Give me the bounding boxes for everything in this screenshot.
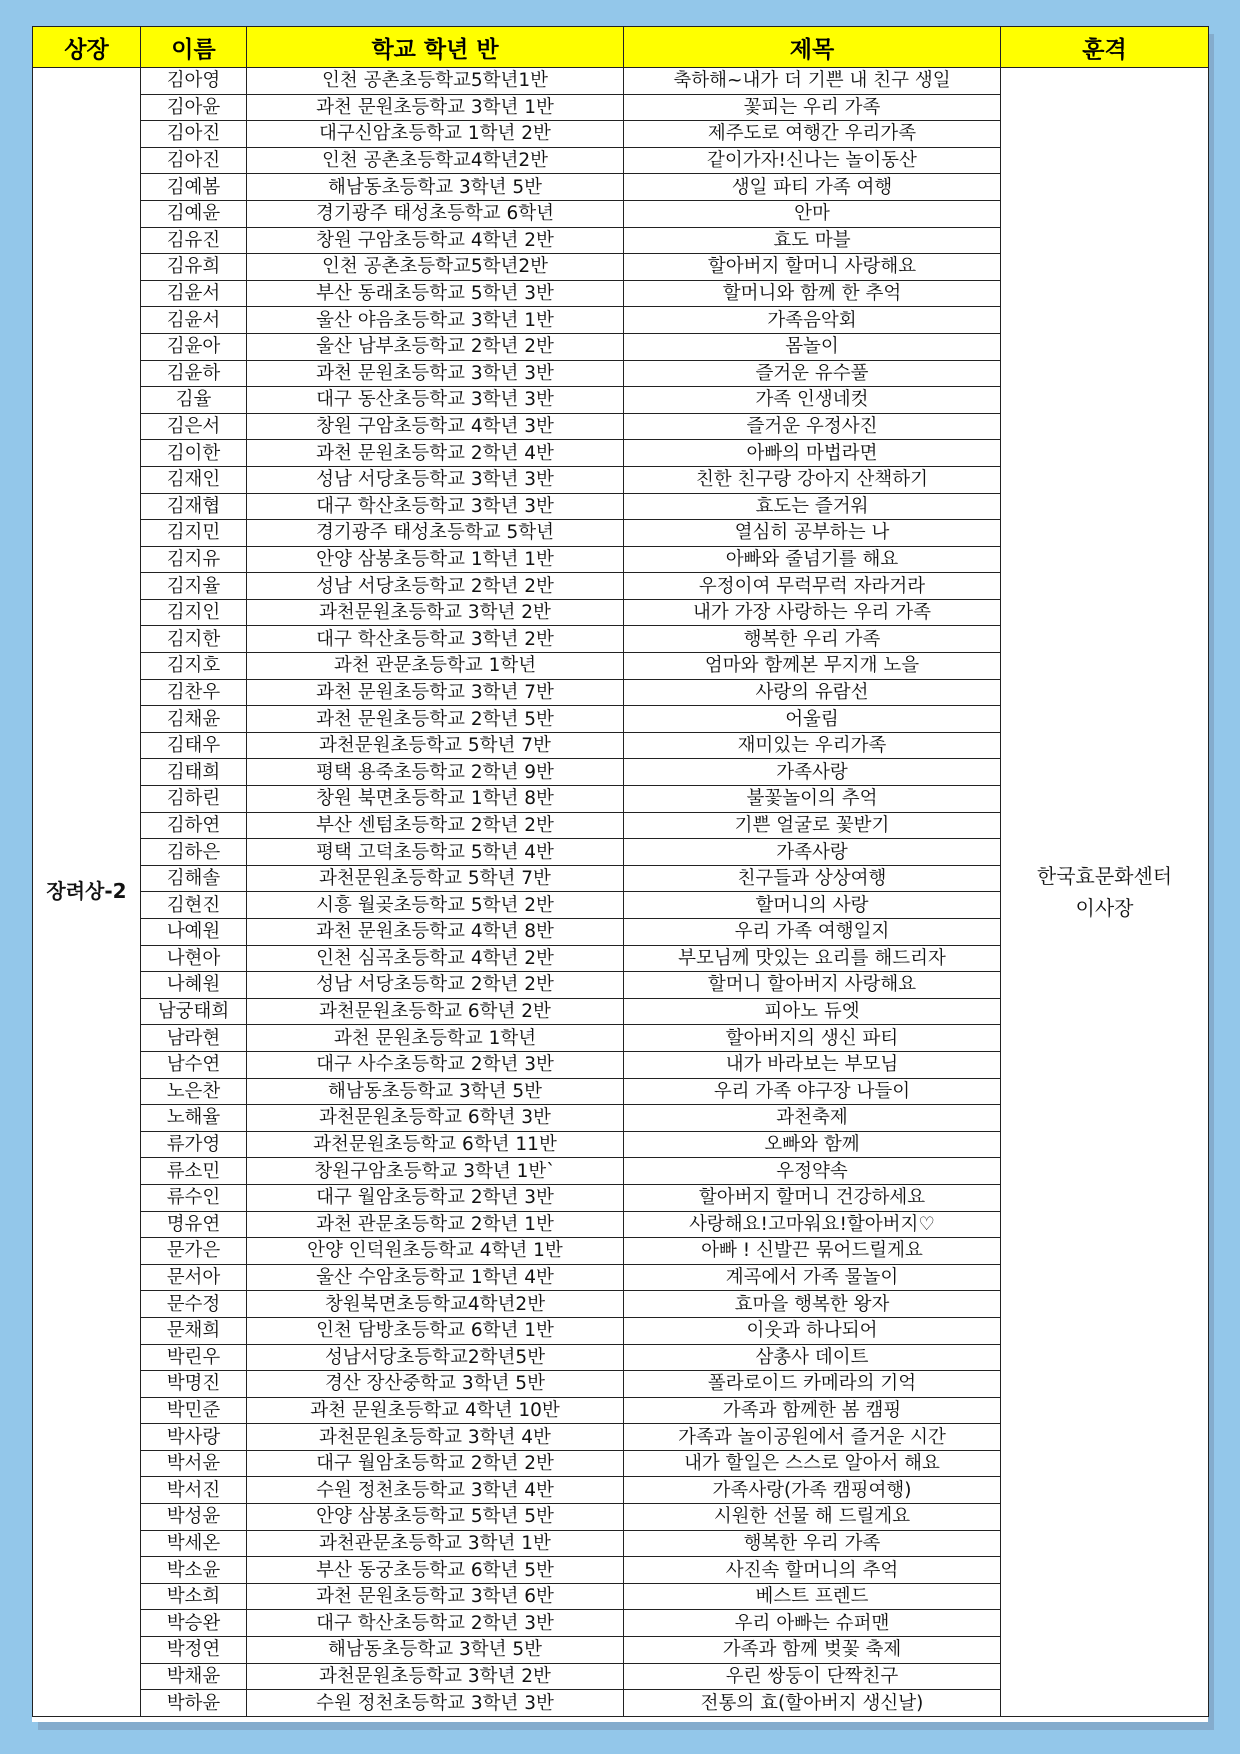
- school-cell: 해남동초등학교 3학년 5반: [247, 174, 624, 201]
- name-cell: 박소희: [141, 1583, 247, 1610]
- school-cell: 과천문원초등학교 6학년 2반: [247, 998, 624, 1025]
- name-cell: 김아진: [141, 121, 247, 148]
- school-cell: 대구 학산초등학교 2학년 3반: [247, 1610, 624, 1637]
- title-cell: 전통의 효(할아버지 생신날): [624, 1690, 1001, 1717]
- name-cell: 김예윤: [141, 200, 247, 227]
- title-cell: 삼총사 데이트: [624, 1344, 1001, 1371]
- title-cell: 엄마와 함께본 무지개 노을: [624, 653, 1001, 680]
- name-cell: 노은찬: [141, 1078, 247, 1105]
- school-cell: 과천 문원초등학교 2학년 4반: [247, 440, 624, 467]
- school-cell: 수원 정천초등학교 3학년 3반: [247, 1690, 624, 1717]
- school-cell: 과천문원초등학교 3학년 2반: [247, 1663, 624, 1690]
- school-cell: 과천 문원초등학교 4학년 10반: [247, 1397, 624, 1424]
- title-cell: 과천축제: [624, 1105, 1001, 1132]
- school-cell: 인천 담방초등학교 6학년 1반: [247, 1317, 624, 1344]
- school-cell: 창원구암초등학교 3학년 1반`: [247, 1158, 624, 1185]
- title-cell: 할머니 할아버지 사랑해요: [624, 972, 1001, 999]
- school-cell: 인천 공촌초등학교4학년2반: [247, 147, 624, 174]
- title-cell: 가족음악회: [624, 307, 1001, 334]
- title-cell: 친한 친구랑 강아지 산책하기: [624, 466, 1001, 493]
- name-cell: 나예원: [141, 919, 247, 946]
- name-cell: 박세온: [141, 1530, 247, 1557]
- name-cell: 김예봄: [141, 174, 247, 201]
- title-cell: 생일 파티 가족 여행: [624, 174, 1001, 201]
- name-cell: 김지한: [141, 626, 247, 653]
- school-cell: 울산 야음초등학교 3학년 1반: [247, 307, 624, 334]
- school-cell: 과천문원초등학교 5학년 7반: [247, 865, 624, 892]
- name-cell: 김윤하: [141, 360, 247, 387]
- name-cell: 류소민: [141, 1158, 247, 1185]
- title-cell: 우리 가족 여행일지: [624, 919, 1001, 946]
- school-cell: 시흥 월곶초등학교 5학년 2반: [247, 892, 624, 919]
- school-cell: 평택 용죽초등학교 2학년 9반: [247, 759, 624, 786]
- title-cell: 내가 할일은 스스로 알아서 해요: [624, 1450, 1001, 1477]
- title-cell: 아빠의 마법라면: [624, 440, 1001, 467]
- title-cell: 폴라로이드 카메라의 기억: [624, 1371, 1001, 1398]
- title-cell: 아빠와 줄넘기를 해요: [624, 546, 1001, 573]
- name-cell: 박하윤: [141, 1690, 247, 1717]
- title-cell: 몸놀이: [624, 333, 1001, 360]
- school-cell: 인천 심곡초등학교 4학년 2반: [247, 945, 624, 972]
- title-cell: 피아노 듀엣: [624, 998, 1001, 1025]
- school-cell: 대구 동산초등학교 3학년 3반: [247, 387, 624, 414]
- title-cell: 가족사랑(가족 캠핑여행): [624, 1477, 1001, 1504]
- school-cell: 대구 사수초등학교 2학년 3반: [247, 1051, 624, 1078]
- school-cell: 경기광주 태성초등학교 6학년: [247, 200, 624, 227]
- school-cell: 수원 정천초등학교 3학년 4반: [247, 1477, 624, 1504]
- name-cell: 김윤아: [141, 333, 247, 360]
- school-cell: 부산 동궁초등학교 6학년 5반: [247, 1557, 624, 1584]
- school-cell: 과천 문원초등학교 3학년 6반: [247, 1583, 624, 1610]
- title-cell: 효마을 행복한 왕자: [624, 1291, 1001, 1318]
- school-cell: 부산 센텀초등학교 2학년 2반: [247, 812, 624, 839]
- hungyeok-line: 한국효문화센터: [1036, 863, 1173, 888]
- title-cell: 이웃과 하나되어: [624, 1317, 1001, 1344]
- table-row: [33, 68, 1209, 95]
- name-cell: 김하연: [141, 812, 247, 839]
- header-hungyeok: 훈격: [1001, 27, 1209, 68]
- title-cell: 우정이여 무럭무럭 자라거라: [624, 573, 1001, 600]
- name-cell: 김채윤: [141, 706, 247, 733]
- name-cell: 박성윤: [141, 1504, 247, 1531]
- school-cell: 해남동초등학교 3학년 5반: [247, 1637, 624, 1664]
- name-cell: 김아영: [141, 68, 247, 95]
- name-cell: 박채윤: [141, 1663, 247, 1690]
- name-cell: 김유희: [141, 254, 247, 281]
- school-cell: 과천 문원초등학교 2학년 5반: [247, 706, 624, 733]
- name-cell: 문서아: [141, 1264, 247, 1291]
- award-cell: 장려상-2: [33, 68, 141, 1717]
- header-award: 상장: [33, 27, 141, 68]
- school-cell: 평택 고덕초등학교 5학년 4반: [247, 839, 624, 866]
- title-cell: 내가 바라보는 부모님: [624, 1051, 1001, 1078]
- title-cell: 베스트 프렌드: [624, 1583, 1001, 1610]
- name-cell: 남라현: [141, 1025, 247, 1052]
- school-cell: 안양 인덕원초등학교 4학년 1반: [247, 1238, 624, 1265]
- school-cell: 해남동초등학교 3학년 5반: [247, 1078, 624, 1105]
- school-cell: 과천문원초등학교 5학년 7반: [247, 732, 624, 759]
- title-cell: 우리 가족 야구장 나들이: [624, 1078, 1001, 1105]
- award-list-sheet: [32, 26, 1208, 1722]
- name-cell: 김태우: [141, 732, 247, 759]
- header-row: [33, 27, 1209, 68]
- school-cell: 대구 월암초등학교 2학년 3반: [247, 1184, 624, 1211]
- school-cell: 대구신암초등학교 1학년 2반: [247, 121, 624, 148]
- title-cell: 기쁜 얼굴로 꽃받기: [624, 812, 1001, 839]
- title-cell: 사진속 할머니의 추억: [624, 1557, 1001, 1584]
- school-cell: 인천 공촌초등학교5학년2반: [247, 254, 624, 281]
- name-cell: 박사랑: [141, 1424, 247, 1451]
- title-cell: 할머니와 함께 한 추억: [624, 280, 1001, 307]
- school-cell: 성남서당초등학교2학년5반: [247, 1344, 624, 1371]
- title-cell: 어울림: [624, 706, 1001, 733]
- title-cell: 우정약속: [624, 1158, 1001, 1185]
- name-cell: 박승완: [141, 1610, 247, 1637]
- name-cell: 남궁태희: [141, 998, 247, 1025]
- name-cell: 문수정: [141, 1291, 247, 1318]
- title-cell: 행복한 우리 가족: [624, 626, 1001, 653]
- header-school: 학교 학년 반: [247, 27, 624, 68]
- title-cell: 축하해~내가 더 기쁜 내 친구 생일: [624, 68, 1001, 95]
- school-cell: 과천 관문초등학교 1학년: [247, 653, 624, 680]
- title-cell: 할아버지의 생신 파티: [624, 1025, 1001, 1052]
- title-cell: 제주도로 여행간 우리가족: [624, 121, 1001, 148]
- name-cell: 김아진: [141, 147, 247, 174]
- name-cell: 문가은: [141, 1238, 247, 1265]
- hungyeok-line: 이사장: [1075, 895, 1134, 920]
- name-cell: 김아윤: [141, 94, 247, 121]
- school-cell: 대구 월암초등학교 2학년 2반: [247, 1450, 624, 1477]
- name-cell: 김율: [141, 387, 247, 414]
- title-cell: 시원한 선물 해 드릴게요: [624, 1504, 1001, 1531]
- title-cell: 할아버지 할머니 사랑해요: [624, 254, 1001, 281]
- school-cell: 성남 서당초등학교 2학년 2반: [247, 573, 624, 600]
- name-cell: 김은서: [141, 413, 247, 440]
- title-cell: 효도는 즐거워: [624, 493, 1001, 520]
- name-cell: 박민준: [141, 1397, 247, 1424]
- school-cell: 성남 서당초등학교 2학년 2반: [247, 972, 624, 999]
- school-cell: 부산 동래초등학교 5학년 3반: [247, 280, 624, 307]
- name-cell: 류수인: [141, 1184, 247, 1211]
- name-cell: 박서윤: [141, 1450, 247, 1477]
- name-cell: 김재인: [141, 466, 247, 493]
- title-cell: 가족사랑: [624, 839, 1001, 866]
- name-cell: 김하은: [141, 839, 247, 866]
- name-cell: 문채희: [141, 1317, 247, 1344]
- header-name: 이름: [141, 27, 247, 68]
- school-cell: 경기광주 태성초등학교 5학년: [247, 520, 624, 547]
- school-cell: 인천 공촌초등학교5학년1반: [247, 68, 624, 95]
- title-cell: 친구들과 상상여행: [624, 865, 1001, 892]
- school-cell: 창원북면초등학교4학년2반: [247, 1291, 624, 1318]
- title-cell: 오빠와 함께: [624, 1131, 1001, 1158]
- school-cell: 과천 문원초등학교 4학년 8반: [247, 919, 624, 946]
- header-title: 제목: [624, 27, 1001, 68]
- name-cell: 박정연: [141, 1637, 247, 1664]
- title-cell: 불꽃놀이의 추억: [624, 786, 1001, 813]
- school-cell: 과천문원초등학교 6학년 11반: [247, 1131, 624, 1158]
- school-cell: 과천 문원초등학교 1학년: [247, 1025, 624, 1052]
- name-cell: 박린우: [141, 1344, 247, 1371]
- name-cell: 김유진: [141, 227, 247, 254]
- name-cell: 김현진: [141, 892, 247, 919]
- award-table: [32, 26, 1209, 1717]
- title-cell: 가족과 함께한 봄 캠핑: [624, 1397, 1001, 1424]
- title-cell: 사랑해요!고마워요!할아버지♡: [624, 1211, 1001, 1238]
- school-cell: 창원 구암초등학교 4학년 2반: [247, 227, 624, 254]
- name-cell: 노해율: [141, 1105, 247, 1132]
- title-cell: 같이가자!신나는 놀이동산: [624, 147, 1001, 174]
- school-cell: 과천 문원초등학교 3학년 7반: [247, 679, 624, 706]
- title-cell: 즐거운 유수풀: [624, 360, 1001, 387]
- school-cell: 대구 학산초등학교 3학년 3반: [247, 493, 624, 520]
- title-cell: 꽃피는 우리 가족: [624, 94, 1001, 121]
- name-cell: 류가영: [141, 1131, 247, 1158]
- school-cell: 안양 삼봉초등학교 5학년 5반: [247, 1504, 624, 1531]
- title-cell: 부모님께 맛있는 요리를 해드리자: [624, 945, 1001, 972]
- school-cell: 과천문원초등학교 3학년 2반: [247, 599, 624, 626]
- table-body: [33, 68, 1209, 1717]
- school-cell: 경산 장산중학교 3학년 5반: [247, 1371, 624, 1398]
- title-cell: 가족과 함께 벚꽃 축제: [624, 1637, 1001, 1664]
- title-cell: 우리 아빠는 슈퍼맨: [624, 1610, 1001, 1637]
- name-cell: 김지민: [141, 520, 247, 547]
- title-cell: 가족사랑: [624, 759, 1001, 786]
- school-cell: 울산 수암초등학교 1학년 4반: [247, 1264, 624, 1291]
- school-cell: 대구 학산초등학교 3학년 2반: [247, 626, 624, 653]
- name-cell: 나현아: [141, 945, 247, 972]
- title-cell: 할아버지 할머니 건강하세요: [624, 1184, 1001, 1211]
- title-cell: 가족 인생네컷: [624, 387, 1001, 414]
- name-cell: 김지유: [141, 546, 247, 573]
- title-cell: 가족과 놀이공원에서 즐거운 시간: [624, 1424, 1001, 1451]
- school-cell: 과천관문초등학교 3학년 1반: [247, 1530, 624, 1557]
- title-cell: 효도 마블: [624, 227, 1001, 254]
- title-cell: 재미있는 우리가족: [624, 732, 1001, 759]
- title-cell: 계곡에서 가족 물놀이: [624, 1264, 1001, 1291]
- title-cell: 내가 가장 사랑하는 우리 가족: [624, 599, 1001, 626]
- school-cell: 울산 남부초등학교 2학년 2반: [247, 333, 624, 360]
- name-cell: 남수연: [141, 1051, 247, 1078]
- name-cell: 박서진: [141, 1477, 247, 1504]
- name-cell: 김해솔: [141, 865, 247, 892]
- school-cell: 성남 서당초등학교 3학년 3반: [247, 466, 624, 493]
- title-cell: 행복한 우리 가족: [624, 1530, 1001, 1557]
- name-cell: 명유연: [141, 1211, 247, 1238]
- name-cell: 김이한: [141, 440, 247, 467]
- title-cell: 우린 쌍둥이 단짝친구: [624, 1663, 1001, 1690]
- school-cell: 과천문원초등학교 3학년 4반: [247, 1424, 624, 1451]
- title-cell: 열심히 공부하는 나: [624, 520, 1001, 547]
- name-cell: 김윤서: [141, 307, 247, 334]
- name-cell: 김지율: [141, 573, 247, 600]
- school-cell: 과천 관문초등학교 2학년 1반: [247, 1211, 624, 1238]
- name-cell: 박명진: [141, 1371, 247, 1398]
- title-cell: 안마: [624, 200, 1001, 227]
- name-cell: 김지호: [141, 653, 247, 680]
- name-cell: 박소윤: [141, 1557, 247, 1584]
- school-cell: 과천문원초등학교 6학년 3반: [247, 1105, 624, 1132]
- name-cell: 김찬우: [141, 679, 247, 706]
- name-cell: 김윤서: [141, 280, 247, 307]
- title-cell: 즐거운 우정사진: [624, 413, 1001, 440]
- school-cell: 창원 북면초등학교 1학년 8반: [247, 786, 624, 813]
- title-cell: 할머니의 사랑: [624, 892, 1001, 919]
- hungyeok-cell: [1001, 68, 1209, 1717]
- name-cell: 김태희: [141, 759, 247, 786]
- school-cell: 과천 문원초등학교 3학년 1반: [247, 94, 624, 121]
- school-cell: 창원 구암초등학교 4학년 3반: [247, 413, 624, 440]
- school-cell: 과천 문원초등학교 3학년 3반: [247, 360, 624, 387]
- title-cell: 아빠 ! 신발끈 묶어드릴게요: [624, 1238, 1001, 1265]
- name-cell: 나혜원: [141, 972, 247, 999]
- name-cell: 김지인: [141, 599, 247, 626]
- school-cell: 안양 삼봉초등학교 1학년 1반: [247, 546, 624, 573]
- name-cell: 김재협: [141, 493, 247, 520]
- title-cell: 사랑의 유람선: [624, 679, 1001, 706]
- name-cell: 김하린: [141, 786, 247, 813]
